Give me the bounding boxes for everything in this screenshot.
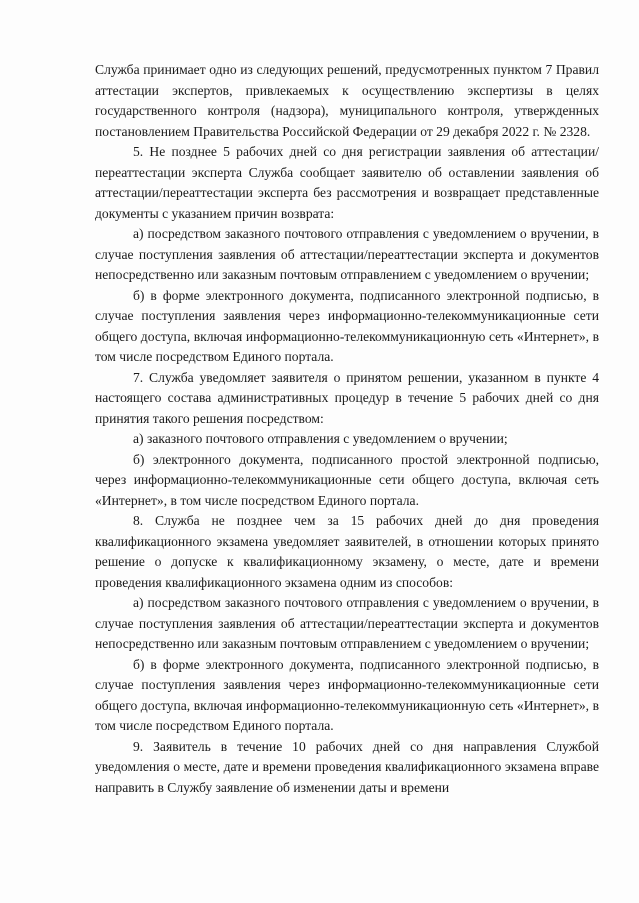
paragraph-item-5: 5. Не позднее 5 рабочих дней со дня регистрации заявления об аттестации/переаттестации эксперта Служба сообщает заявителю об оставлении заявления об аттестации/переаттестации эксперта без рассмотрения и возвращает представленные документы с указанием причин возврата: <box>95 144 599 221</box>
paragraph-item-7: 7. Служба уведомляет заявителя о принятом решении, указанном в пункте 4 настоящего состава административных процедур в течение 5 рабочих дней со дня принятия такого решения посредством: <box>95 369 599 426</box>
paragraph-item-8: 8. Служба не позднее чем за 15 рабочих дней до дня проведения квалификационного экзамена уведомляет заявителей, в отношении которых принято решение о допуске к квалификационному экзамену, о месте, дате и времени проведения квалификационного экзамена одним из способов: <box>95 513 599 590</box>
paragraph-item-5a: а) посредством заказного почтового отправления с уведомлением о вручении, в случае поступления заявления об аттестации/переаттестации эксперта и документов непосредственно или заказным почтовым отправлением с уведомлением о вручении; <box>95 226 599 282</box>
paragraph-intro-continuation: Служба принимает одно из следующих решений, предусмотренных пунктом 7 Правил аттестации экспертов, привлекаемых к осуществлению экспертизы в целях государственного контроля (надзора), муниципального контроля, утвержденных постановлением Правительства Российской Федерации от 29 декабря 2022 г. № 2328. <box>95 62 599 139</box>
paragraph-item-7a: а) заказного почтового отправления с уведомлением о вручении; <box>133 431 508 446</box>
paragraph-item-9: 9. Заявитель в течение 10 рабочих дней со дня направления Службой уведомления о месте, дате и времени проведения квалификационного экзамена вправе направить в Службу заявление об изменении даты и времени <box>95 738 599 795</box>
paragraph-item-7b: б) электронного документа, подписанного простой электронной подписью, через информационно-телекоммуникационные сети общего доступа, включая сеть «Интернет», в том числе посредством Единого портала. <box>95 451 599 508</box>
paragraph-item-8b: б) в форме электронного документа, подписанного электронной подписью, в случае поступления заявления через информационно-телекоммуникационные сети общего доступа, включая информационно-телекоммуникационную сеть «Интернет», в том числе посредством Единого портала. <box>95 656 599 733</box>
paragraph-item-8a: а) посредством заказного почтового отправления с уведомлением о вручении, в случае поступления заявления об аттестации/переаттестации эксперта и документов непосредственно или заказным почтовым отправлением с уведомлением о вручении; <box>95 595 599 651</box>
document-body <box>95 60 599 798</box>
paragraph-item-5b: б) в форме электронного документа, подписанного электронной подписью, в случае поступления заявления через информационно-телекоммуникационные сети общего доступа, включая информационно-телекоммуникационную сеть «Интернет», в том числе посредством Единого портала. <box>95 287 599 364</box>
